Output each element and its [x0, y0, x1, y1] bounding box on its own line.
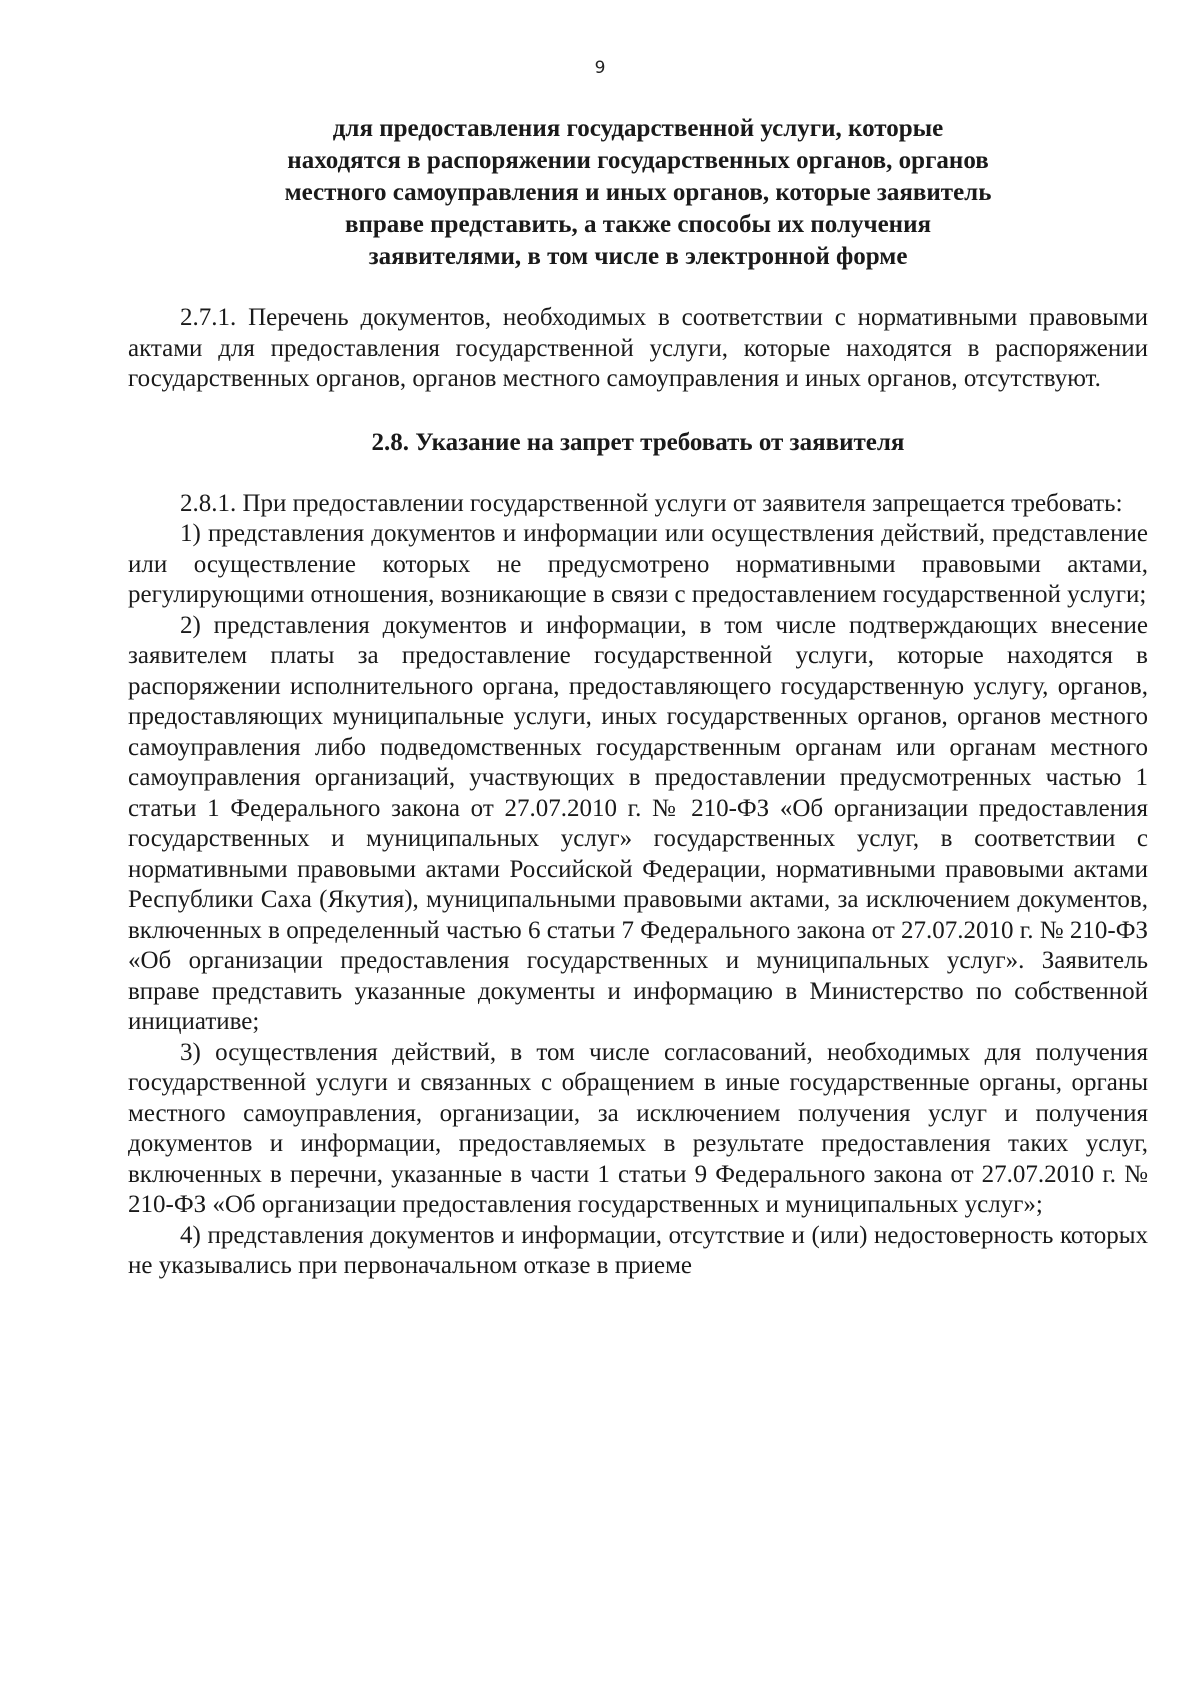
- list-item-4: 4) представления документов и информации, отсутствие и (или) недостоверность которых не указывались при первоначальном отказе в приеме: [128, 1221, 1148, 1279]
- heading-line: находятся в распоряжении государственных органов, органов: [287, 147, 989, 174]
- list-item-3: 3) осуществления действий, в том числе согласований, необходимых для получения государственной услуги и связанных с обращением в иные государственные органы, органы местного самоуправления, организации, за исключением получения услуг и получения документов и информации, предоставляемых в результате предоставления таких услуг, включенных в перечни, указанные в части 1 статьи 9 Федерального закона от 27.07.2010 г. № 210-ФЗ «Об организации предоставления государственных и муниципальных услуг»;: [128, 1038, 1148, 1218]
- section-heading-2-8: 2.8. Указание на запрет требовать от заявителя: [371, 428, 905, 456]
- paragraph-2-8-1: 2.8.1. При предоставлении государственной услуги от заявителя запрещается требовать:: [180, 489, 1123, 517]
- spacer: [128, 273, 1148, 303]
- section-heading-documents: [128, 113, 1148, 273]
- spacer: [128, 459, 1148, 489]
- page-content: [128, 113, 1148, 1282]
- spacer: [128, 395, 1148, 427]
- list-item-1: 1) представления документов и информации или осуществления действий, представление или осуществление которых не предусмотрено нормативными правовыми актами, регулирующими отношения, возникающие в связи с предоставлением государственной услуги;: [128, 520, 1148, 608]
- paragraph-2-7-1: 2.7.1. Перечень документов, необходимых в соответствии с нормативными правовыми актами для предоставления государственной услуги, которые находятся в распоряжении государственных органов, органов местного самоуправления и иных органов, отсутствуют.: [128, 304, 1148, 392]
- heading-line: заявителями, в том числе в электронной форме: [368, 243, 908, 270]
- page-number: 9: [594, 58, 606, 78]
- heading-line: для предоставления государственной услуги, которые: [332, 115, 944, 142]
- heading-line: местного самоуправления и иных органов, которые заявитель: [284, 179, 992, 206]
- heading-line: вправе представить, а также способы их получения: [345, 211, 931, 238]
- list-item-2: 2) представления документов и информации, в том числе подтверждающих внесение заявителем платы за предоставление государственной услуги, которые находятся в распоряжении исполнительного органа, предоставляющего государственную услугу, органов, предоставляющих муниципальные услуги, иных государственных органов, органов местного самоуправления либо подведомственных государственным органам или органам местного самоуправления организаций, участвующих в предоставлении предусмотренных частью 1 статьи 1 Федерального закона от 27.07.2010 г. № 210-ФЗ «Об организации предоставления государственных и муниципальных услуг» государственных услуг, в соответствии с нормативными правовыми актами Российской Федерации, нормативными правовыми актами Республики Саха (Якутия), муниципальными правовыми актами, за исключением документов, включенных в определенный частью 6 статьи 7 Федерального закона от 27.07.2010 г. № 210-ФЗ «Об организации предоставления государственных и муниципальных услуг». Заявитель вправе представить указанные документы и информацию в Министерство по собственной инициативе;: [128, 611, 1148, 1035]
